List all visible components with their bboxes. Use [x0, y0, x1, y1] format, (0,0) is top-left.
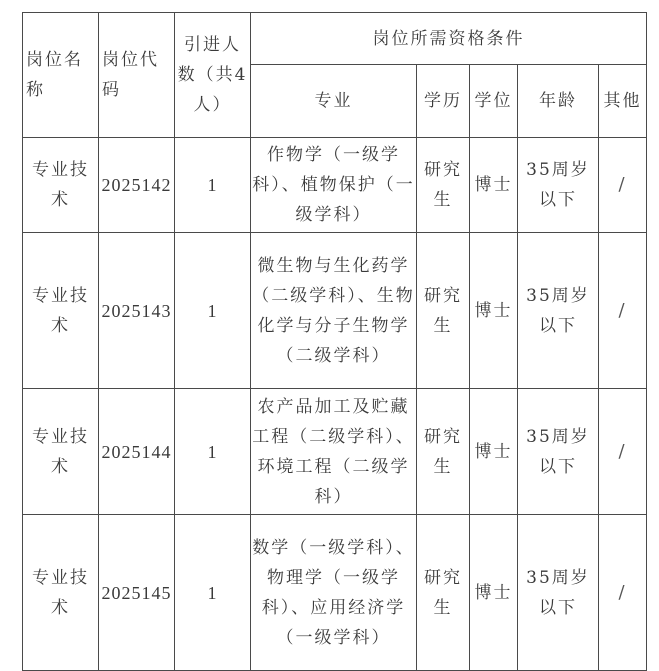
intake-count-cell: 1	[175, 515, 251, 671]
header-other: 其他	[599, 65, 647, 138]
education-cell: 研究生	[417, 515, 470, 671]
position-code-cell: 2025143	[99, 233, 175, 389]
intake-count-cell: 1	[175, 233, 251, 389]
age-cell: 35周岁以下	[518, 515, 599, 671]
position-code-cell: 2025145	[99, 515, 175, 671]
header-intake-count: 引进人数（共4人）	[175, 13, 251, 138]
position-name-cell: 专业技术	[23, 515, 99, 671]
education-cell: 研究生	[417, 138, 470, 233]
header-major: 专业	[251, 65, 417, 138]
position-code-cell: 2025144	[99, 389, 175, 515]
position-name-cell: 专业技术	[23, 389, 99, 515]
position-name-cell: 专业技术	[23, 138, 99, 233]
header-requirements: 岗位所需资格条件	[251, 13, 647, 65]
degree-cell: 博士	[470, 233, 518, 389]
table-row	[23, 138, 647, 233]
position-code-cell: 2025142	[99, 138, 175, 233]
major-cell: 农产品加工及贮藏工程（二级学科）、环境工程（二级学科）	[251, 389, 417, 515]
other-cell: /	[599, 138, 647, 233]
header-age: 年龄	[518, 65, 599, 138]
degree-cell: 博士	[470, 389, 518, 515]
intake-count-cell: 1	[175, 389, 251, 515]
position-name-cell: 专业技术	[23, 233, 99, 389]
major-cell: 微生物与生化药学（二级学科）、生物化学与分子生物学（二级学科）	[251, 233, 417, 389]
age-cell: 35周岁以下	[518, 233, 599, 389]
major-cell: 数学（一级学科）、物理学（一级学科）、应用经济学（一级学科）	[251, 515, 417, 671]
age-cell: 35周岁以下	[518, 389, 599, 515]
other-cell: /	[599, 515, 647, 671]
age-cell: 35周岁以下	[518, 138, 599, 233]
education-cell: 研究生	[417, 233, 470, 389]
table-row	[23, 389, 647, 515]
header-position-name: 岗位名称	[23, 13, 99, 138]
table-row	[23, 515, 647, 671]
intake-count-cell: 1	[175, 138, 251, 233]
other-cell: /	[599, 233, 647, 389]
recruitment-table	[22, 12, 647, 671]
degree-cell: 博士	[470, 138, 518, 233]
header-degree: 学位	[470, 65, 518, 138]
major-cell: 作物学（一级学科）、植物保护（一级学科）	[251, 138, 417, 233]
education-cell: 研究生	[417, 389, 470, 515]
other-cell: /	[599, 389, 647, 515]
header-education: 学历	[417, 65, 470, 138]
table-row	[23, 233, 647, 389]
header-position-code: 岗位代码	[99, 13, 175, 138]
degree-cell: 博士	[470, 515, 518, 671]
